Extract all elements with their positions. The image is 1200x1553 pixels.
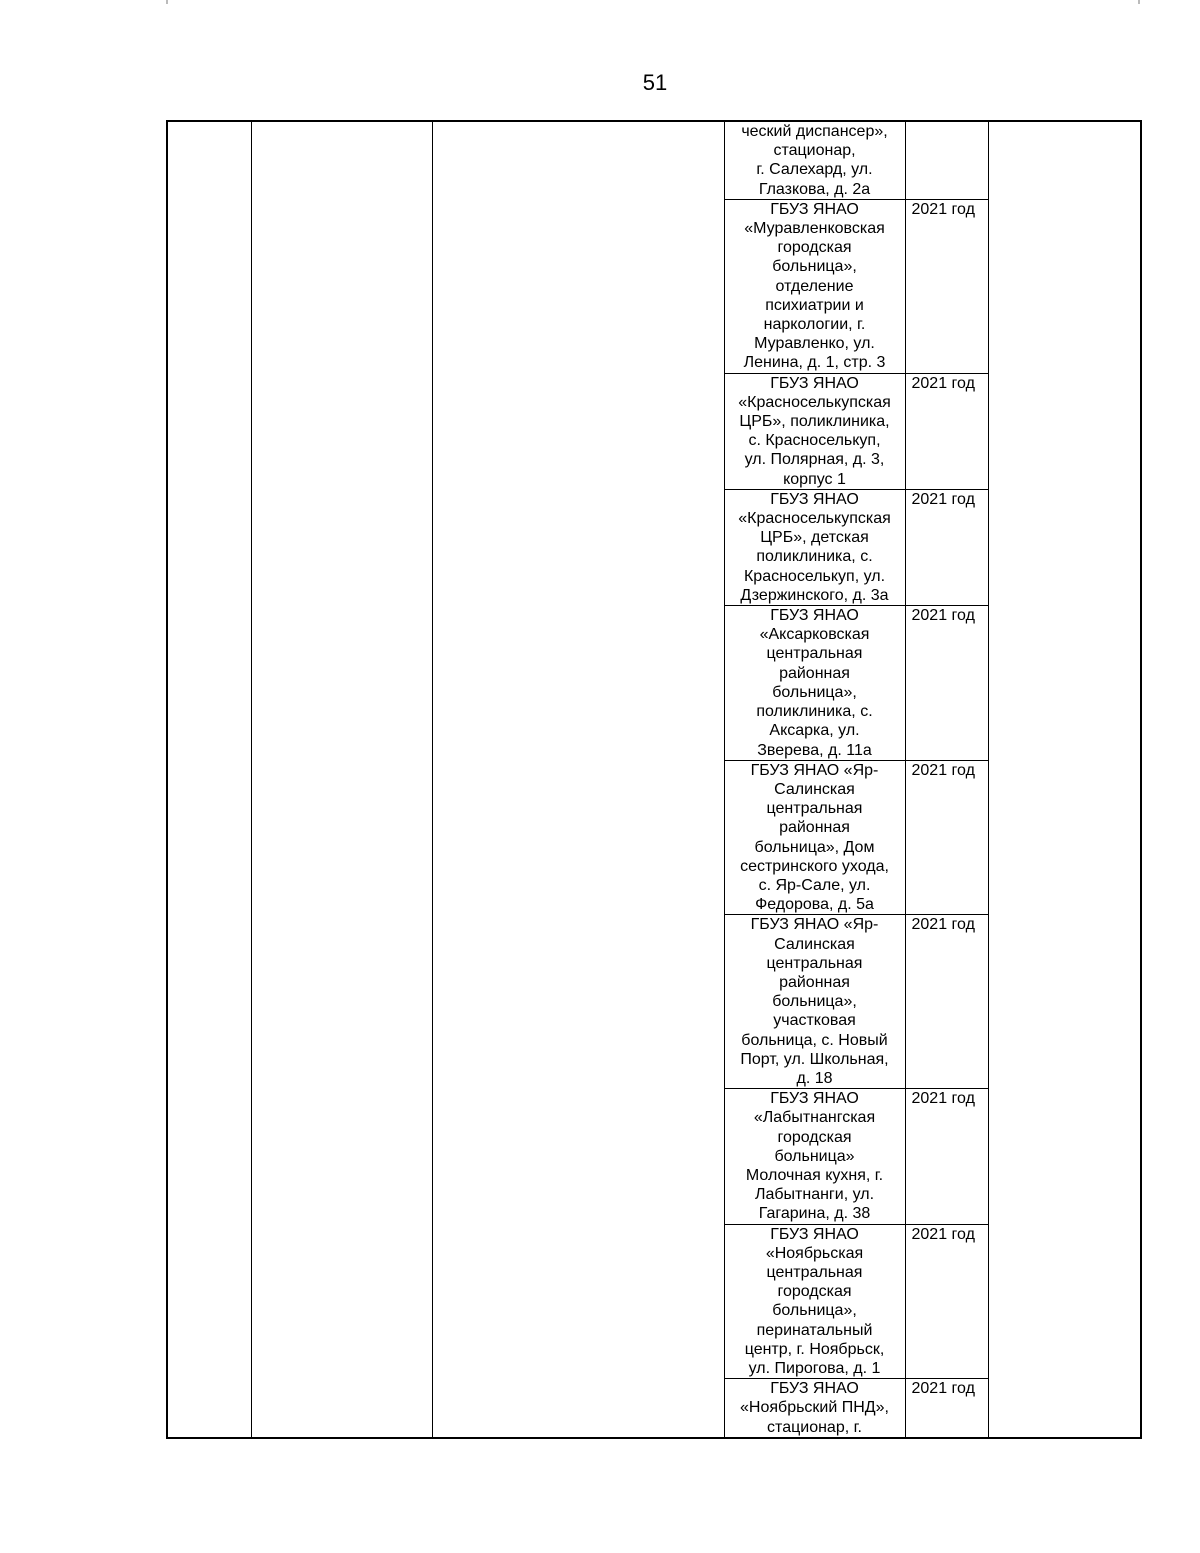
facility-line: больница», xyxy=(772,683,857,701)
page-number: 51 xyxy=(642,70,668,95)
facility-line: «Лабытнангская xyxy=(753,1109,876,1127)
facility-line: наркологии, г. xyxy=(763,316,866,334)
facility-line: городская xyxy=(777,1283,852,1301)
facility-line: центральная xyxy=(766,1263,863,1281)
facility-line: «Аксарковская xyxy=(759,626,870,644)
facility-line: Лабытнанги, ул. xyxy=(754,1186,875,1204)
facility-line: центральная xyxy=(766,954,863,972)
facility-line: Красноселькуп, ул. xyxy=(743,567,886,585)
facility-line: больница», xyxy=(772,1302,857,1320)
facility-line: Ленина, д. 1, стр. 3 xyxy=(743,354,886,372)
facility-line: ЦРБ», детская xyxy=(760,529,869,547)
facility-line: больница, с. Новый xyxy=(741,1031,888,1049)
facility-line: г. Салехард, ул. xyxy=(756,161,873,179)
year-cell: 2021 год xyxy=(905,606,988,761)
facility-line: районная xyxy=(779,819,850,837)
facility-line: ГБУЗ ЯНАО «Яр- xyxy=(750,761,879,779)
facility-line: ГБУЗ ЯНАО «Яр- xyxy=(750,916,879,934)
facility-line: перинатальный xyxy=(756,1321,873,1339)
facility-line: «Муравленковская xyxy=(744,220,885,238)
facility-line: с. Красноселькуп, xyxy=(748,432,881,450)
facility-line: д. 18 xyxy=(796,1069,833,1087)
facility-line: ГБУЗ ЯНАО xyxy=(770,200,859,218)
facility-line: Порт, ул. Школьная, xyxy=(740,1050,889,1068)
facility-line: Аксарка, ул. xyxy=(769,722,860,740)
scan-corner-mark-right xyxy=(1138,0,1140,4)
empty-column-3 xyxy=(432,121,724,1438)
table-body xyxy=(167,121,1141,1438)
facility-cell xyxy=(724,606,905,761)
facility-line: поликлиника, с. xyxy=(756,703,873,721)
facility-cell xyxy=(724,1379,905,1438)
empty-column-2 xyxy=(251,121,432,1438)
facility-line: корпус 1 xyxy=(783,470,846,488)
facility-line: ГБУЗ ЯНАО xyxy=(770,490,859,508)
empty-column-1 xyxy=(167,121,251,1438)
facility-line: городская xyxy=(777,239,852,257)
facility-cell xyxy=(724,489,905,605)
facility-line: Молочная кухня, г. xyxy=(745,1166,884,1184)
facility-line: центр, г. Ноябрьск, xyxy=(744,1340,885,1358)
facility-line: больница», Дом xyxy=(754,838,875,856)
facility-line: ГБУЗ ЯНАО xyxy=(770,1380,859,1398)
facility-line: ГБУЗ ЯНАО xyxy=(770,1090,859,1108)
year-cell: 2021 год xyxy=(905,489,988,605)
facility-line: больница», xyxy=(772,258,857,276)
facility-line: ческий диспансер», xyxy=(741,123,888,140)
facility-line: стационар, г. xyxy=(767,1418,862,1436)
facility-line: Салинская xyxy=(774,780,855,798)
facility-line: ГБУЗ ЯНАО xyxy=(770,1225,859,1243)
facility-line: «Красноселькупская xyxy=(738,510,891,528)
facility-line: Зверева, д. 11а xyxy=(757,741,872,759)
year-cell: 2021 год xyxy=(905,199,988,373)
year-cell: 2021 год xyxy=(905,1379,988,1438)
facility-line: Гагарина, д. 38 xyxy=(758,1205,871,1223)
facility-line: «Ноябрьская xyxy=(765,1244,864,1262)
facility-line: Салинская xyxy=(774,935,855,953)
year-cell: 2021 год xyxy=(905,915,988,1089)
facility-line: центральная xyxy=(766,645,863,663)
facility-line: больница» xyxy=(774,1147,855,1165)
year-cell: 2021 год xyxy=(905,1224,988,1379)
facility-line: Глазкова, д. 2а xyxy=(758,180,871,198)
facility-line: отделение xyxy=(775,277,854,295)
year-cell xyxy=(905,121,988,199)
facility-line: Дзержинского, д. 3а xyxy=(740,586,889,604)
facility-line: больница», xyxy=(772,993,857,1011)
facility-line: стационар, xyxy=(773,142,856,160)
facility-line: ул. Полярная, д. 3, xyxy=(744,451,885,469)
year-cell: 2021 год xyxy=(905,1089,988,1224)
facility-line: «Красноселькупская xyxy=(738,393,891,411)
facility-line: психиатрии и xyxy=(765,296,864,314)
facility-line: городская xyxy=(777,1128,852,1146)
facility-cell xyxy=(724,373,905,489)
facility-line: районная xyxy=(779,664,850,682)
facilities-table xyxy=(166,120,1142,1439)
year-cell: 2021 год xyxy=(905,373,988,489)
facility-line: центральная xyxy=(766,800,863,818)
facility-cell xyxy=(724,1089,905,1224)
facility-line: ГБУЗ ЯНАО xyxy=(770,607,859,625)
facility-line: ЦРБ», поликлиника, xyxy=(739,413,890,431)
facility-line: сестринского ухода, xyxy=(740,857,889,875)
empty-column-6 xyxy=(988,121,1141,1438)
facility-cell xyxy=(724,121,905,199)
facility-line: Муравленко, ул. xyxy=(754,335,875,353)
year-cell: 2021 год xyxy=(905,760,988,915)
facility-line: Федорова, д. 5а xyxy=(755,896,874,914)
facility-line: участковая xyxy=(773,1012,856,1030)
facility-line: ул. Пирогова, д. 1 xyxy=(748,1360,881,1377)
facility-cell xyxy=(724,199,905,373)
facility-line: «Ноябрьский ПНД», xyxy=(740,1399,889,1417)
facility-line: поликлиника, с. xyxy=(756,548,873,566)
table-row xyxy=(167,121,1141,199)
facility-line: с. Яр-Сале, ул. xyxy=(758,876,871,894)
facility-cell xyxy=(724,760,905,915)
facility-line: районная xyxy=(779,973,850,991)
scan-corner-mark-left xyxy=(166,0,168,4)
facility-cell xyxy=(724,1224,905,1379)
facility-line: ГБУЗ ЯНАО xyxy=(770,374,859,392)
facility-cell xyxy=(724,915,905,1089)
